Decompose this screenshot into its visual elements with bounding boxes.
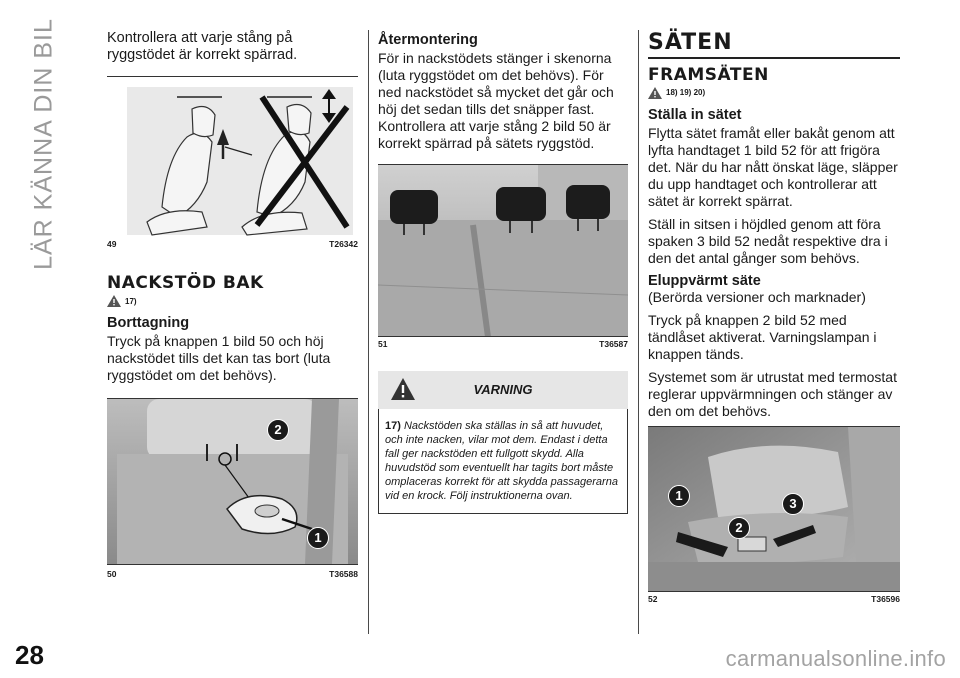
column-divider [638, 30, 639, 634]
figure-49-caption [107, 239, 358, 249]
subheading: Eluppvärmt säte [648, 272, 761, 289]
figure-50 [107, 399, 358, 567]
subheading: Borttagning [107, 315, 190, 331]
body-text: Tryck på knappen 1 bild 50 och höj nackstödet tills det kan tas bort (luta ryggstödet om det behövs). [107, 333, 331, 383]
figure-code: T26342 [329, 239, 358, 249]
intro-text: Kontrollera att varje stång på ryggstödet är korrekt spärrad. [107, 30, 298, 63]
reference-number: 17) [125, 296, 137, 306]
figure-bottom-rule [378, 336, 628, 337]
figure-52 [648, 427, 900, 592]
figure-52-caption [648, 594, 900, 604]
watermark: carmanualsonline.info [725, 646, 946, 671]
warning-number: 17) [385, 420, 401, 432]
figure-49 [107, 87, 358, 293]
figure-number: 52 [648, 593, 658, 604]
figure-number: 51 [378, 339, 388, 349]
body-text: Tryck på knappen 2 bild 52 med tändlåset aktiverat. Varningslampan i knappen tänds. [648, 311, 877, 362]
warning-reference [107, 295, 358, 307]
figure-code: T36588 [329, 569, 358, 579]
reference-number: 18) 19) 20) [666, 88, 706, 97]
front-seat-controls-photo [648, 427, 900, 592]
subheading: Återmontering [378, 32, 478, 48]
side-tab [14, 18, 74, 270]
chapter-title: SÄTEN [648, 30, 733, 55]
warning-triangle-icon [107, 295, 121, 307]
title-rule [648, 57, 900, 59]
figure-code: T36596 [871, 593, 900, 604]
body-text: (Berörda versioner och marknader) [648, 288, 866, 305]
figure-51-caption [378, 339, 628, 349]
warning-body [378, 409, 628, 514]
section-heading: NACKSTÖD BAK [107, 273, 264, 293]
callout-badge-1: 1 [307, 527, 329, 549]
figure-50-caption [107, 569, 358, 579]
figure-bottom-rule [107, 564, 358, 565]
side-tab-label: LÄR KÄNNA DIN BIL [29, 18, 58, 270]
column-1 [107, 30, 358, 579]
figure-code: T36587 [599, 339, 628, 349]
warning-header [378, 371, 628, 409]
column-divider [368, 30, 369, 634]
figure-number: 49 [107, 239, 117, 249]
figure-top-rule [107, 76, 358, 77]
page-number: 28 [15, 640, 44, 670]
warning-reference [648, 87, 900, 99]
body-text: Flytta sätet framåt eller bakåt genom att lyfta handtaget 1 bild 52 för att frigöra det. När du har nått önskat läge, släpper du upp handtaget och kontrollerar att sätet är korrekt spärrat. [648, 124, 898, 209]
callout-badge-3: 3 [782, 493, 804, 515]
body-text: Ställ in sitsen i höjdled genom att föra spaken 3 bild 52 nedåt respektive dra i den det antal gånger som behövs. [648, 215, 888, 266]
seat-headrest-illustration [107, 87, 358, 237]
body-text: Systemet som är utrustat med termostat reglerar uppvärmningen och stänger av den om det behövs. [648, 368, 897, 419]
rear-seat-bench-photo [378, 165, 628, 337]
warning-triangle-icon [648, 87, 662, 99]
column-2 [378, 30, 628, 514]
column-3 [648, 30, 900, 604]
body-text: För in nackstödets stänger i skenorna (luta ryggstödet om det behövs). För ned nackstödet så mycket det går och höj det sedan tills det snäpper fast. Kontrollera att varje stång 2 bild 50 är korrekt spärrad på sätets ryggstöd. [378, 50, 614, 151]
callout-badge-2: 2 [728, 517, 750, 539]
figure-51 [378, 165, 628, 337]
section-heading: FRAMSÄTEN [648, 64, 769, 85]
callout-badge-1: 1 [668, 485, 690, 507]
callout-badge-2: 2 [267, 419, 289, 441]
subheading: Ställa in sätet [648, 106, 742, 123]
figure-bottom-rule [648, 591, 900, 592]
warning-title: VARNING [473, 382, 533, 397]
warning-text: Nackstöden ska ställas in så att huvudet, och inte nacken, vilar mot dem. Endast i detta fall ger nackstöden ett fullgott skydd. Alla huvudstöd som eventuellt har tagits bort måste omplaceras korrekt för att skydda passagerarna vid en krock. Följ instruktionerna ovan. [385, 420, 618, 502]
figure-number: 50 [107, 569, 117, 579]
